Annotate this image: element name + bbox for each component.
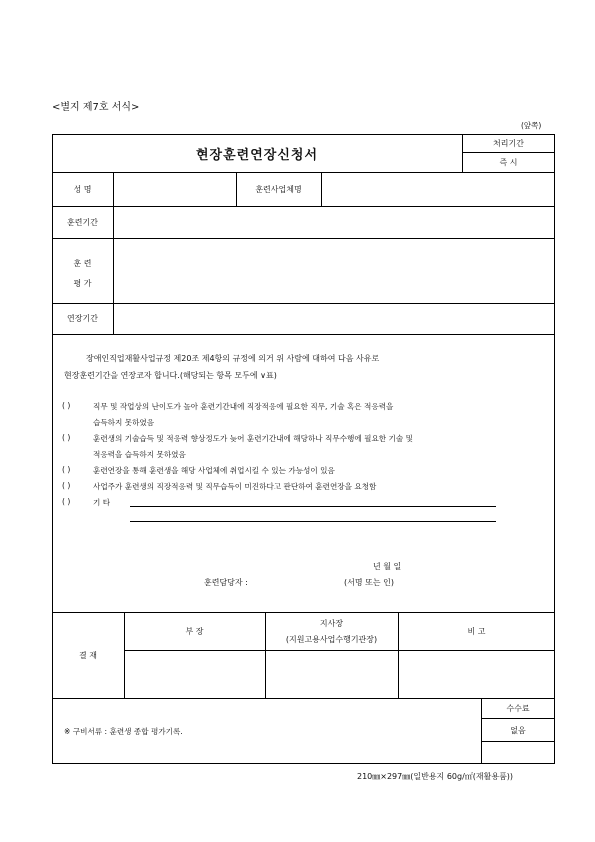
intro-line-1: 장애인직업재활사업규정 제20조 제4항의 규정에 의거 위 사람에 대하여 다음 사유로 (86, 354, 380, 363)
name-label: 성 명 (73, 184, 92, 194)
name-field[interactable] (114, 173, 236, 206)
date-line: 년 월 일 (373, 562, 402, 571)
intro-line-2: 현장훈련기간을 연장코자 합니다.(해당되는 항목 모두에 ∨표) (64, 371, 277, 380)
approval-sign-1[interactable] (125, 651, 264, 697)
approval-sign-2[interactable] (266, 651, 397, 697)
option-4-text: 사업주가 훈련생의 직장적응력 및 직무습득이 미진하다고 판단하여 훈련연장을 요청함 (93, 482, 377, 491)
period-label: 훈련기간 (67, 217, 98, 227)
paper-spec: 210㎜×297㎜(일반용지 60g/㎡(재활용품)) (357, 772, 514, 781)
other-reason-line[interactable] (130, 506, 496, 507)
option-2-text: 훈련생의 기술습득 및 적응력 향상정도가 늦어 훈련기간내에 해당하나 직무수행에 필요한 기술 및 (93, 434, 413, 443)
extension-label: 연장기간 (67, 314, 98, 323)
other-reason-line-2[interactable] (130, 521, 496, 522)
approval-sign-3[interactable] (399, 651, 554, 697)
manager-label: 훈련담당자 : (204, 578, 248, 587)
side-label: (앞쪽) (521, 121, 542, 130)
approval-col-head-2-line1: 지사장 (319, 619, 344, 628)
company-field[interactable] (322, 173, 554, 206)
signature-label: (서명 또는 인) (344, 578, 394, 587)
fee-label: 수수료 (506, 704, 530, 713)
option-3-text: 훈련연장을 통해 훈련생을 해당 사업체에 취업시킬 수 있는 가능성이 있음 (93, 466, 335, 475)
approval-label: 결 재 (79, 650, 97, 660)
period-field[interactable] (114, 207, 554, 238)
evaluation-label (52, 254, 113, 294)
evaluation-label-line1: 훈 련 (73, 259, 92, 268)
option-5-text: 기 타 (93, 498, 111, 507)
option-1-text: 직무 및 작업상의 난이도가 높아 훈련기간내에 직장적응에 필요한 직무, 기술 혹은 적응력을 (93, 402, 394, 411)
divider (481, 741, 555, 742)
fee-value: 없음 (510, 725, 526, 735)
option-5-checkbox[interactable]: ( ) (62, 497, 71, 506)
form-number: <별지 제7호 서식> (52, 102, 140, 113)
extension-field[interactable] (114, 304, 554, 334)
option-4-checkbox[interactable]: ( ) (62, 481, 71, 490)
divider (52, 698, 555, 699)
company-label: 훈련사업체명 (255, 184, 302, 194)
option-1-checkbox[interactable]: ( ) (62, 401, 71, 410)
option-2-checkbox[interactable]: ( ) (62, 433, 71, 442)
approval-col-head-2 (265, 616, 398, 648)
attachments-note: ※ 구비서류 : 훈련생 종합 평가기록. (64, 727, 183, 736)
divider (52, 334, 555, 335)
processing-label: 처리기간 (493, 139, 524, 148)
option-3-checkbox[interactable]: ( ) (62, 465, 71, 474)
approval-col-head-2-line2: (지원고용사업수행기관장) (285, 635, 378, 644)
approval-col-head-3: 비 고 (467, 627, 486, 636)
form-title: 현장훈련연장신청서 (195, 147, 319, 163)
option-1-text-cont: 습득하지 못하였음 (93, 418, 155, 427)
approval-col-head-1: 부 장 (185, 627, 204, 636)
evaluation-field[interactable] (114, 239, 554, 303)
option-2-text-cont: 적응력을 습득하지 못하였음 (93, 450, 186, 459)
processing-value: 즉 시 (499, 157, 518, 167)
evaluation-label-line2: 평 가 (73, 279, 92, 288)
